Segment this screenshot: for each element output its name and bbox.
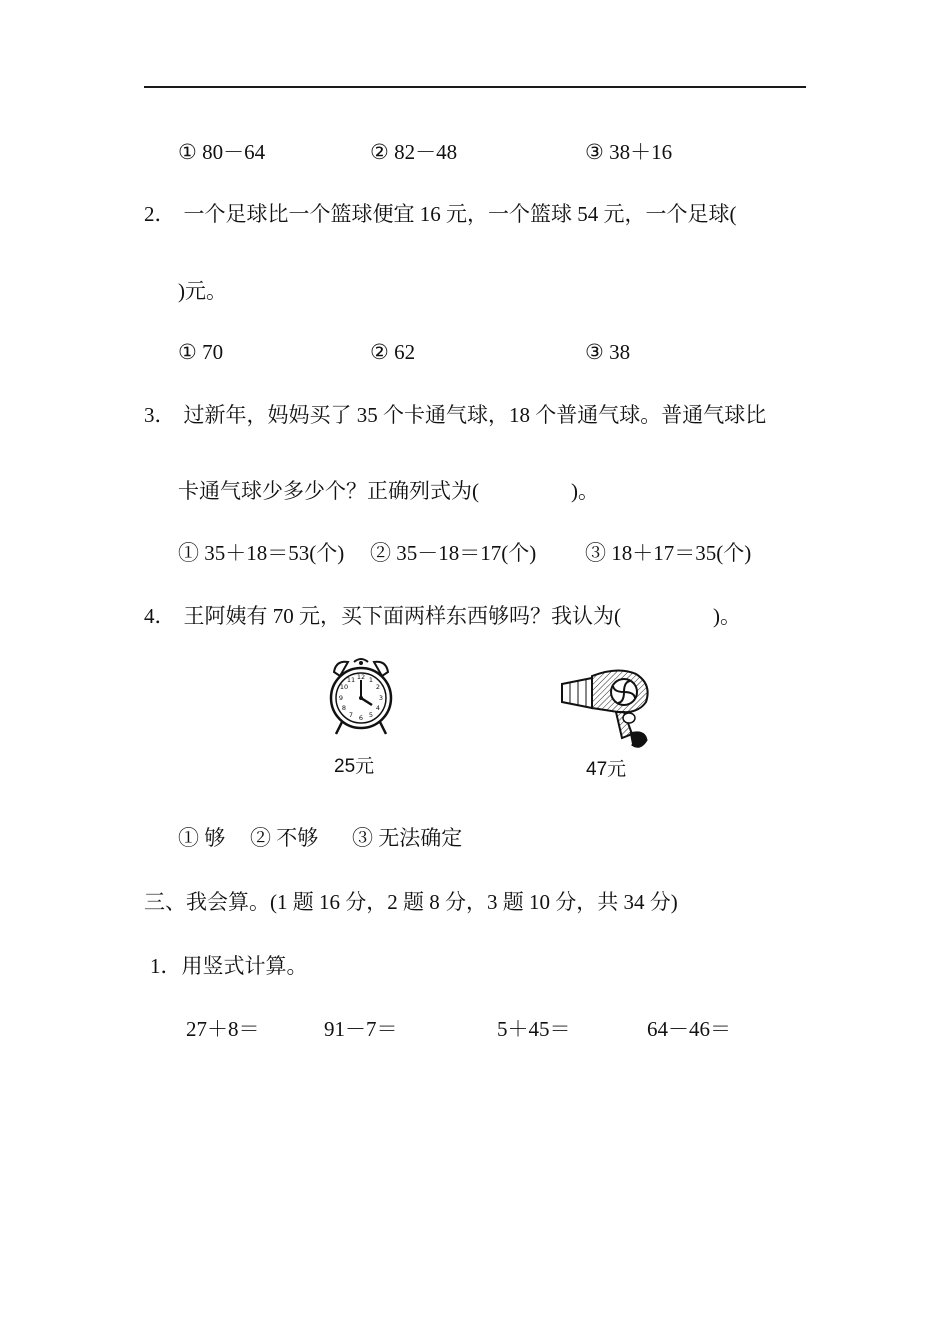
q4-option-2: ② 不够 — [250, 826, 319, 850]
svg-text:2: 2 — [375, 683, 381, 691]
q1-option-3: ③ 38＋16 — [585, 140, 673, 164]
clock-price: 25元 — [334, 756, 375, 777]
q2-text-line1: 一个足球比一个篮球便宜 16 元，一个篮球 54 元，一个足球( — [183, 202, 737, 226]
q4-text-b: )。 — [713, 604, 741, 628]
svg-text:11: 11 — [346, 676, 356, 684]
q4-number: 4． — [144, 604, 176, 628]
q3-text-line2-a: 卡通气球少多少个？正确列式为( — [178, 479, 479, 503]
calc-problem-1: 27＋8＝ — [186, 1017, 260, 1041]
q3-option-1: ① 35＋18＝53(个) — [178, 541, 345, 565]
svg-text:7: 7 — [348, 711, 354, 719]
svg-text:5: 5 — [368, 711, 374, 719]
hair-dryer-icon — [558, 668, 658, 750]
alarm-clock-icon — [326, 654, 396, 738]
svg-text:9: 9 — [338, 694, 344, 702]
q1-option-2: ② 82－48 — [370, 140, 458, 164]
section3-sub1: 1．用竖式计算。 — [150, 954, 308, 978]
q1-option-1: ① 80－64 — [178, 140, 266, 164]
q2-option-3: ③ 38 — [585, 340, 631, 364]
svg-text:6: 6 — [358, 714, 364, 722]
q3-number: 3． — [144, 403, 176, 427]
svg-text:1: 1 — [368, 676, 374, 684]
q3-stem-line1 — [144, 401, 766, 429]
calc-problem-3: 5＋45＝ — [497, 1017, 571, 1041]
svg-text:3: 3 — [378, 694, 384, 702]
q2-number: 2． — [144, 202, 176, 226]
q3-option-2: ② 35－18＝17(个) — [370, 541, 537, 565]
q3-stem-line2 — [178, 477, 599, 505]
q4-text-a: 王阿姨有 70 元，买下面两样东西够吗？我认为( — [183, 604, 621, 628]
dryer-price: 47元 — [586, 759, 627, 780]
svg-text:4: 4 — [375, 704, 381, 712]
q3-option-3: ③ 18＋17＝35(个) — [585, 541, 752, 565]
q3-text-line2-b: )。 — [571, 479, 599, 503]
q2-text-line2: )元。 — [178, 279, 227, 303]
q2-stem-line1 — [144, 200, 737, 228]
header-rule — [144, 86, 806, 88]
q3-text-line1: 过新年，妈妈买了 35 个卡通气球，18 个普通气球。普通气球比 — [183, 403, 767, 427]
q2-option-1: ① 70 — [178, 340, 224, 364]
q4-option-1: ① 够 — [178, 826, 226, 850]
q4-option-3: ③ 无法确定 — [352, 826, 463, 850]
q4-stem — [144, 602, 741, 630]
section3-heading: 三、我会算。(1 题 16 分，2 题 8 分，3 题 10 分，共 34 分) — [144, 890, 678, 914]
svg-text:8: 8 — [341, 704, 347, 712]
svg-text:12: 12 — [356, 673, 366, 681]
calc-problem-4: 64－46＝ — [647, 1017, 731, 1041]
q2-option-2: ② 62 — [370, 340, 416, 364]
svg-text:10: 10 — [339, 683, 349, 691]
calc-problem-2: 91－7＝ — [324, 1017, 398, 1041]
